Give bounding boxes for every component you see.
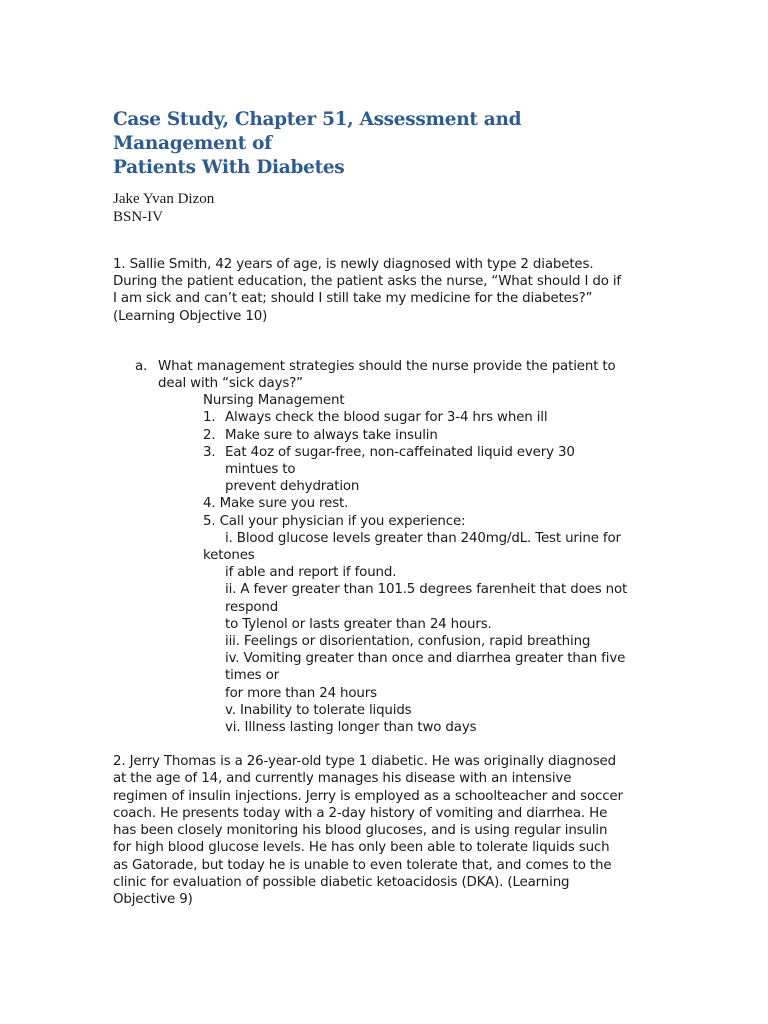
list-item — [113, 409, 658, 426]
roman-item: iv. Vomiting greater than once and diarrhea greater than five — [225, 651, 626, 667]
list-item — [113, 427, 658, 444]
text-line: respond — [225, 599, 279, 615]
roman-item: ii. A fever greater than 101.5 degrees farenheit that does not — [225, 582, 628, 598]
list-item-text: Always check the blood sugar for 3-4 hrs when ill — [225, 410, 548, 426]
list-item: 5. Call your physician if you experience: — [203, 513, 466, 529]
text-line: if able and report if found. — [225, 565, 397, 581]
text-line: 1. Sallie Smith, 42 years of age, is newly diagnosed with type 2 diabetes. — [113, 257, 594, 272]
list-item — [113, 444, 658, 461]
title-line: Patients With Diabetes — [113, 157, 345, 178]
roman-item: i. Blood glucose levels greater than 240mg/dL. Test urine for — [225, 530, 621, 546]
text-line: Objective 9) — [113, 891, 193, 907]
document-page — [113, 108, 658, 908]
text-line: 2. Jerry Thomas is a 26-year-old type 1 diabetic. He was originally diagnosed — [113, 754, 616, 770]
text-line: (Learning Objective 10) — [113, 308, 268, 324]
text-line: to Tylenol or lasts greater than 24 hours. — [225, 616, 492, 632]
list-number: 1. — [203, 410, 216, 426]
document-title — [113, 108, 658, 180]
sub-question-a — [113, 358, 658, 392]
roman-item: v. Inability to tolerate liquids — [225, 702, 412, 718]
list-item: 4. Make sure you rest. — [203, 496, 349, 512]
text-line: at the age of 14, and currently manages his disease with an intensive — [113, 771, 572, 787]
title-line: Case Study, Chapter 51, Assessment and Management of — [113, 109, 522, 154]
list-number: 3. — [203, 444, 216, 460]
roman-item: iii. Feelings or disorientation, confusion, rapid breathing — [225, 634, 591, 650]
list-item-text: Eat 4oz of sugar-free, non-caffeinated liquid every 30 — [225, 444, 575, 460]
text-line: coach. He presents today with a 2-day history of vomiting and diarrhea. He — [113, 805, 608, 821]
text-line: regimen of insulin injections. Jerry is employed as a schoolteacher and soccer — [113, 788, 623, 804]
text-line: as Gatorade, but today he is unable to even tolerate that, and comes to the — [113, 857, 612, 873]
question-2 — [113, 753, 658, 908]
text-line: During the patient education, the patient asks the nurse, “What should I do if — [113, 274, 621, 290]
text-line: I am sick and can’t eat; should I still take my medicine for the diabetes?” — [113, 291, 593, 307]
author-block — [113, 190, 658, 226]
text-line: mintues to — [225, 462, 296, 478]
text-line: ketones — [203, 548, 255, 564]
list-marker: a. — [135, 358, 148, 374]
text-line: for more than 24 hours — [225, 685, 377, 701]
text-line: What management strategies should the nurse provide the patient to — [158, 358, 616, 374]
list-item-text: Make sure to always take insulin — [225, 427, 438, 443]
text-line: clinic for evaluation of possible diabetic ketoacidosis (DKA). (Learning — [113, 874, 570, 890]
text-line: deal with “sick days?” — [158, 376, 303, 392]
author-name: Jake Yvan Dizon — [113, 191, 215, 207]
nursing-heading: Nursing Management — [203, 393, 345, 409]
author-course: BSN-IV — [113, 209, 164, 225]
question-1 — [113, 256, 658, 325]
text-line: for high blood glucose levels. He has only been able to tolerate liquids such — [113, 840, 610, 856]
text-line: times or — [225, 668, 279, 684]
text-line: prevent dehydration — [225, 479, 360, 495]
text-line: has been closely monitoring his blood glucoses, and is using regular insulin — [113, 823, 608, 839]
roman-item: vi. Illness lasting longer than two days — [225, 720, 477, 736]
answer-block — [113, 392, 658, 736]
list-number: 2. — [203, 427, 216, 443]
